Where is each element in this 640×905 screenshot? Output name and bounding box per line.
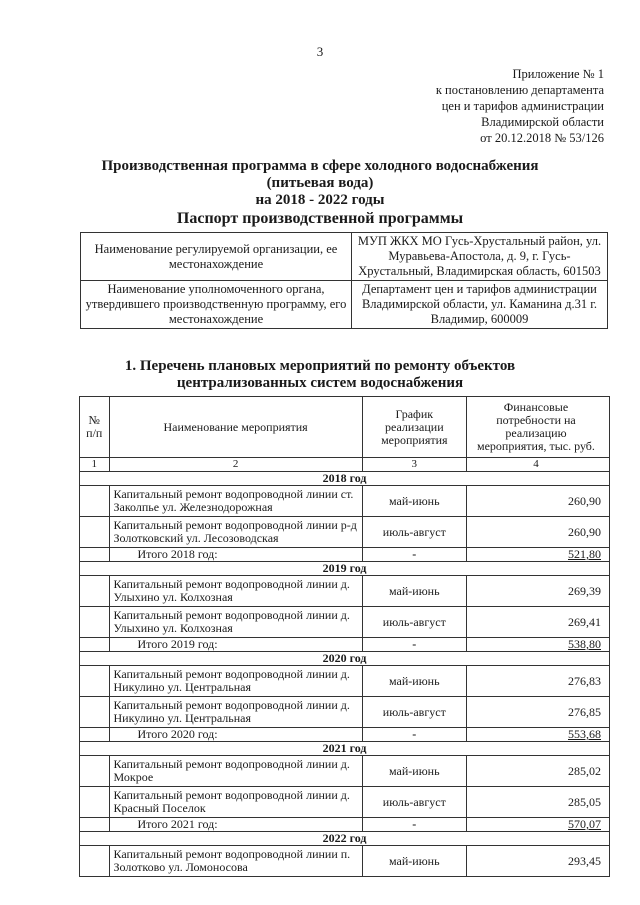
event-schedule: июль-август [362,607,466,638]
row-num [80,728,110,742]
table-row [80,666,610,697]
column-number: 2 [109,458,362,472]
event-schedule: май-июнь [362,846,466,877]
table-row [80,576,610,607]
event-schedule: июль-август [362,787,466,818]
appendix-line: Владимирской области [481,115,604,129]
total-row [80,548,610,562]
event-amount: 285,02 [466,756,609,787]
row-num [80,576,110,607]
event-name: Капитальный ремонт водопроводной линии д. Красный Поселок [109,787,362,818]
passport-value: МУП ЖКХ МО Гусь-Хрустальный район, ул. Муравьева-Апостола, д. 9, г. Гусь-Хрустальный, Владимирская область, 601503 [352,233,608,281]
document-title [0,158,640,209]
year-row [80,652,610,666]
table-row [80,697,610,728]
event-schedule: июль-август [362,517,466,548]
table-row [80,846,610,877]
total-dash: - [362,548,466,562]
total-row [80,728,610,742]
event-schedule: май-июнь [362,486,466,517]
event-amount: 260,90 [466,486,609,517]
appendix-line: Приложение № 1 [512,67,604,81]
row-num [80,666,110,697]
total-label: Итого 2019 год: [109,638,362,652]
total-amount: 553,68 [466,728,609,742]
event-name: Капитальный ремонт водопроводной линии д. Улыхино ул. Колхозная [109,607,362,638]
table-header-row [80,397,610,458]
passport-table [80,232,608,329]
table-row [80,607,610,638]
row-num [80,846,110,877]
table-row [80,517,610,548]
year-row [80,562,610,576]
year-row [80,472,610,486]
title-line: Производственная программа в сфере холодного водоснабжения [101,158,539,174]
total-dash: - [362,638,466,652]
total-row [80,638,610,652]
appendix-block [436,66,604,146]
total-amount: 570,07 [466,818,609,832]
title-line: на 2018 - 2022 годы [255,192,385,208]
passport-row [81,281,608,329]
row-num [80,787,110,818]
year-row [80,742,610,756]
event-name: Капитальный ремонт водопроводной линии д. Никулино ул. Центральная [109,697,362,728]
event-amount: 276,83 [466,666,609,697]
appendix-line: от 20.12.2018 № 53/126 [480,131,604,145]
appendix-line: цен и тарифов администрации [441,99,604,113]
event-name: Капитальный ремонт водопроводной линии д. Улыхино ул. Колхозная [109,576,362,607]
header-name: Наименование мероприятия [109,397,362,458]
total-row [80,818,610,832]
total-label: Итого 2021 год: [109,818,362,832]
year-label: 2020 год [80,652,610,666]
header-num: № п/п [80,397,110,458]
title-line: (питьевая вода) [266,175,374,191]
event-schedule: май-июнь [362,756,466,787]
event-amount: 285,05 [466,787,609,818]
total-label: Итого 2020 год: [109,728,362,742]
year-label: 2022 год [80,832,610,846]
event-name: Капитальный ремонт водопроводной линии д. Мокрое [109,756,362,787]
event-amount: 276,85 [466,697,609,728]
row-num [80,818,110,832]
column-number: 1 [80,458,110,472]
year-row [80,832,610,846]
total-dash: - [362,728,466,742]
header-finance: Финансовые потребности на реализацию мероприятия, тыс. руб. [466,397,609,458]
header-schedule: График реализации мероприятия [362,397,466,458]
event-amount: 269,39 [466,576,609,607]
event-amount: 293,45 [466,846,609,877]
section-title-line: централизованных систем водоснабжения [176,375,464,391]
event-schedule: июль-август [362,697,466,728]
year-label: 2021 год [80,742,610,756]
total-amount: 521,80 [466,548,609,562]
events-table [79,396,610,877]
section-title [0,358,640,392]
event-name: Капитальный ремонт водопроводной линии д. Никулино ул. Центральная [109,666,362,697]
passport-label: Наименование регулируемой организации, ее местонахождение [81,233,352,281]
total-label: Итого 2018 год: [109,548,362,562]
row-num [80,756,110,787]
column-numbers-row [80,458,610,472]
year-label: 2019 год [80,562,610,576]
table-row [80,486,610,517]
event-name: Капитальный ремонт водопроводной линии р-д Золотковский ул. Лесозоводская [109,517,362,548]
row-num [80,607,110,638]
appendix-line: к постановлению департамента [435,83,604,97]
passport-value: Департамент цен и тарифов администрации Владимирской области, ул. Каманина д.31 г. Владимир, 600009 [352,281,608,329]
event-schedule: май-июнь [362,666,466,697]
total-amount: 538,80 [466,638,609,652]
passport-title: Паспорт производственной программы [176,210,464,227]
total-dash: - [362,818,466,832]
passport-label: Наименование уполномоченного органа, утвердившего производственную программу, его местонахождение [81,281,352,329]
event-amount: 260,90 [466,517,609,548]
table-row [80,756,610,787]
event-amount: 269,41 [466,607,609,638]
event-name: Капитальный ремонт водопроводной линии п. Золотково ул. Ломоносова [109,846,362,877]
event-name: Капитальный ремонт водопроводной линии ст. Заколпье ул. Железнодорожная [109,486,362,517]
section-title-line: 1. Перечень плановых мероприятий по ремонту объектов [124,358,516,374]
table-row [80,787,610,818]
column-number: 3 [362,458,466,472]
passport-row [81,233,608,281]
page-number: 3 [316,44,324,59]
event-schedule: май-июнь [362,576,466,607]
row-num [80,638,110,652]
year-label: 2018 год [80,472,610,486]
row-num [80,697,110,728]
row-num [80,486,110,517]
row-num [80,517,110,548]
column-number: 4 [466,458,609,472]
row-num [80,548,110,562]
